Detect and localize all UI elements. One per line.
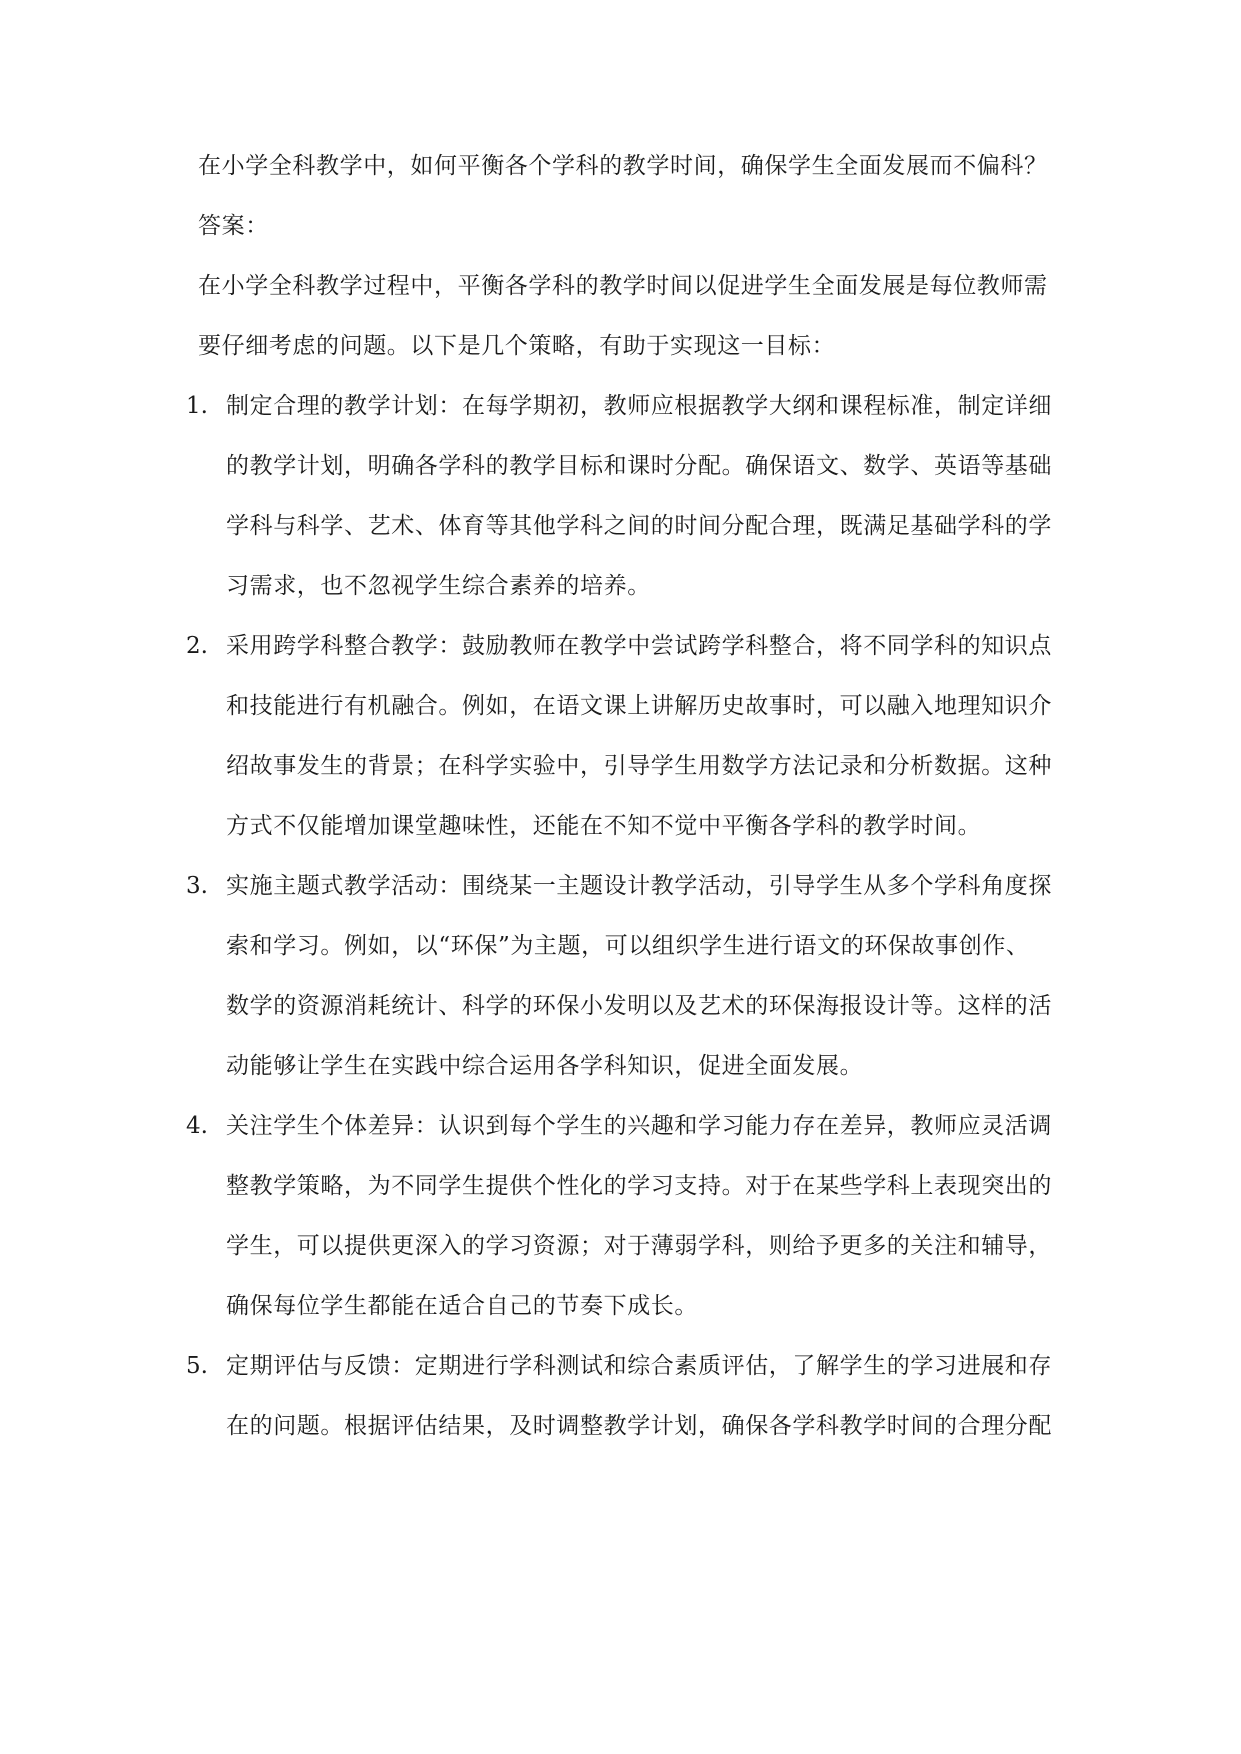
- list-item-line: 学科与科学、艺术、体育等其他学科之间的时间分配合理，既满足基础学科的学: [226, 513, 1052, 539]
- list-item-line: 制定合理的教学计划：在每学期初，教师应根据教学大纲和课程标准，制定详细: [226, 393, 1052, 419]
- list-item-line: 采用跨学科整合教学：鼓励教师在教学中尝试跨学科整合，将不同学科的知识点: [226, 633, 1052, 659]
- list-item-line: 关注学生个体差异：认识到每个学生的兴趣和学习能力存在差异，教师应灵活调: [226, 1113, 1052, 1139]
- list-item-line: 习需求，也不忽视学生综合素养的培养。: [226, 573, 651, 599]
- list-item-number: 3.: [186, 873, 208, 899]
- strategy-list: [186, 376, 1098, 1456]
- list-item: [186, 376, 1098, 616]
- intro-line-1: 在小学全科教学过程中，平衡各学科的教学时间以促进学生全面发展是每位教师需: [198, 273, 1048, 299]
- list-item: [186, 856, 1098, 1096]
- list-item-line: 和技能进行有机融合。例如，在语文课上讲解历史故事时，可以融入地理知识介: [226, 693, 1052, 719]
- list-item-line: 学生，可以提供更深入的学习资源；对于薄弱学科，则给予更多的关注和辅导，: [226, 1233, 1052, 1259]
- list-item-line: 在的问题。根据评估结果，及时调整教学计划，确保各学科教学时间的合理分配: [226, 1413, 1052, 1439]
- list-item-line: 方式不仅能增加课堂趣味性，还能在不知不觉中平衡各学科的教学时间。: [226, 813, 982, 839]
- document-body: [186, 136, 1098, 1456]
- list-item: [186, 1096, 1098, 1336]
- list-item-line: 确保每位学生都能在适合自己的节奏下成长。: [226, 1293, 698, 1319]
- list-item-number: 4.: [186, 1113, 208, 1139]
- question-text: 在小学全科教学中，如何平衡各个学科的教学时间，确保学生全面发展而不偏科？: [198, 153, 1048, 179]
- list-item-number: 2.: [186, 633, 208, 659]
- list-item-line: 绍故事发生的背景；在科学实验中，引导学生用数学方法记录和分析数据。这种: [226, 753, 1052, 779]
- list-item-line: 实施主题式教学活动：围绕某一主题设计教学活动，引导学生从多个学科角度探: [226, 873, 1052, 899]
- list-item-line: 定期评估与反馈：定期进行学科测试和综合素质评估，了解学生的学习进展和存: [226, 1353, 1052, 1379]
- list-item-number: 1.: [186, 393, 208, 419]
- list-item: [186, 616, 1098, 856]
- list-item-line: 整教学策略，为不同学生提供个性化的学习支持。对于在某些学科上表现突出的: [226, 1173, 1052, 1199]
- list-item-number: 5.: [186, 1353, 208, 1379]
- list-item-line: 数学的资源消耗统计、科学的环保小发明以及艺术的环保海报设计等。这样的活: [226, 993, 1052, 1019]
- list-item-line: 动能够让学生在实践中综合运用各学科知识，促进全面发展。: [226, 1053, 864, 1079]
- list-item-line: 的教学计划，明确各学科的教学目标和课时分配。确保语文、数学、英语等基础: [226, 453, 1052, 479]
- intro-line-2: 要仔细考虑的问题。以下是几个策略，有助于实现这一目标：: [198, 333, 836, 359]
- answer-label: 答案：: [198, 213, 269, 239]
- list-item-line: 索和学习。例如，以“环保”为主题，可以组织学生进行语文的环保故事创作、: [226, 933, 1030, 959]
- list-item: [186, 1336, 1098, 1456]
